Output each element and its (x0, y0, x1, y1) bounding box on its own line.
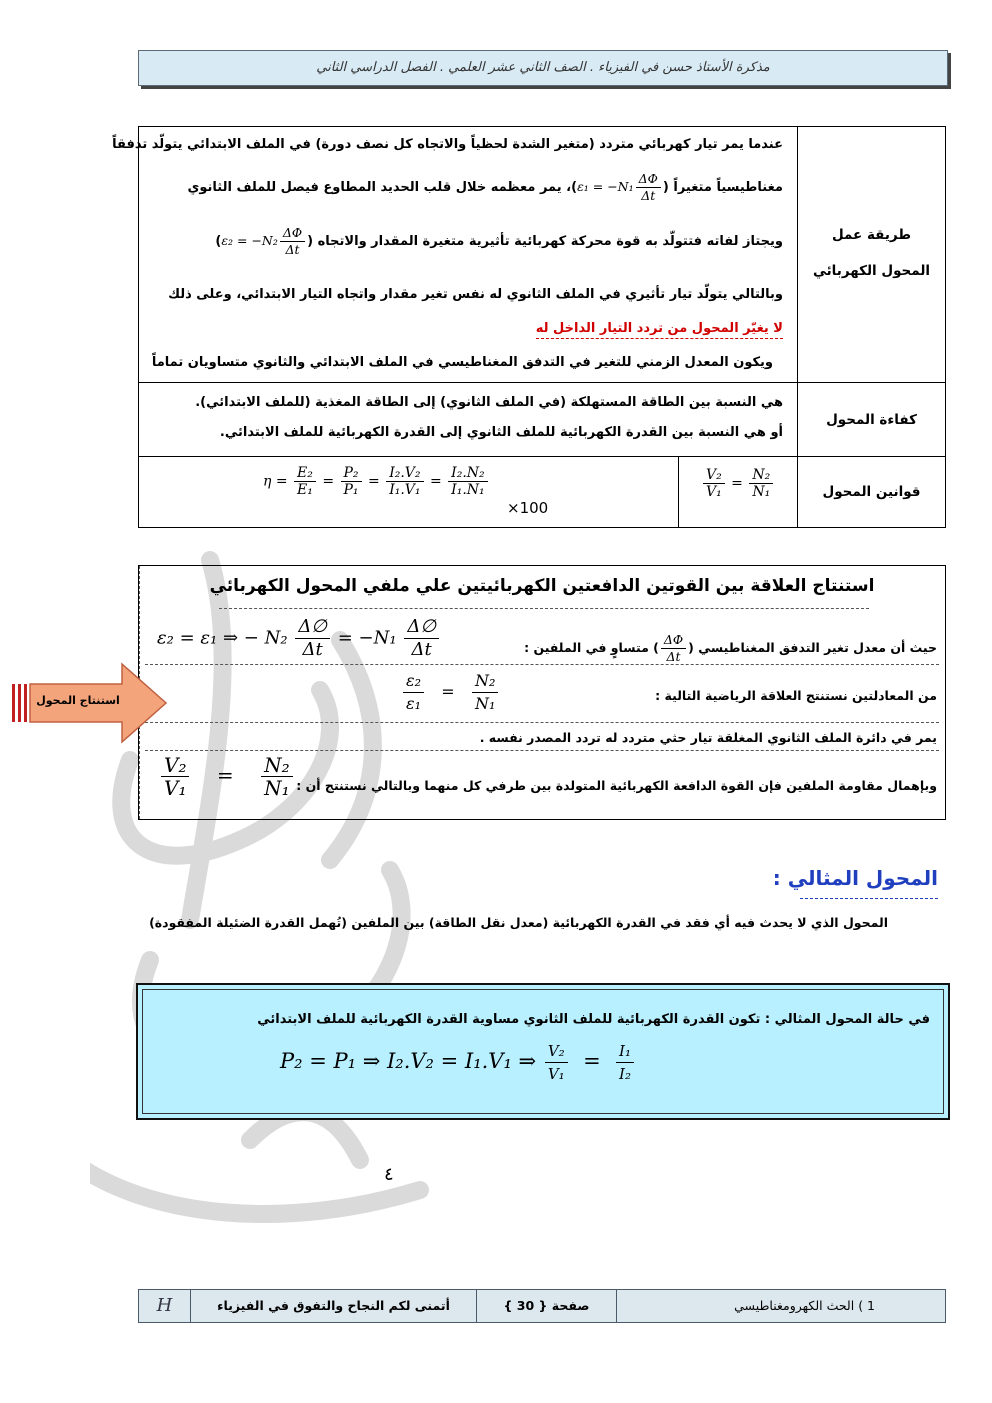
efficiency-formula-cell (139, 457, 679, 527)
times-100: ×100 (507, 499, 549, 517)
operation-line-1: عندما يمر تيار كهربائي متردد (متغير الشدة لحظياً والاتجاه كل نصف دورة) في الملف الابتدائي يتولّد تدفقاً (112, 137, 783, 152)
derivation-box (138, 565, 946, 820)
page-footer (138, 1289, 946, 1323)
row-operation-body (112, 127, 798, 383)
derivation-eq-2: $\frac{\text{ε₂}}{\text{ε₁}}$ = $\frac{\text{N₂}}{\text{N₁}}$ (401, 670, 500, 715)
efficiency-line-1: هي النسبة بين الطاقة المستهلكة (في الملف الثانوي) إلى الطاقة المغذية (للملف الابتدائي). (195, 395, 783, 410)
header-text: مذكرة الأستاذ حسن في الفيزياء . الصف الثاني عشر العلمي . الفصل الدراسي الثاني (316, 60, 770, 75)
footer-chapter: 1 ) الحث الكهرومغناطيسي (734, 1298, 875, 1313)
operation-line-2: مغناطيسياً متغيراً (ε₁ = −N₁ $\frac{\Delta\Phi}{\Delta t}$ )، يمر معظمه خلال قلب الحديد المطاوع فيصل للملف الثانوي (187, 171, 783, 203)
derivation-arrow-badge (10, 662, 170, 744)
page-header (138, 50, 948, 86)
operation-line-4: وبالتالي يتولّد تيار تأثيري في الملف الثانوي له نفس تغير مقدار واتجاه التيار الابتدائي، وعلى ذلك (168, 287, 783, 302)
efficiency-line-2: أو هي النسبة بين القدرة الكهربائية للملف الثانوي إلى القدرة الكهربائية للملف الابتدائي. (219, 425, 783, 440)
efficiency-formula: η = $\frac{\text{E₂}}{\text{E₁}}$ = $\frac{\text{P₂}}{\text{P₁}}$ = $\frac{\text{I₂.V₂}}{\text{I₁.V₁}}$ = $\frac{\text{I₂.N₂}}{\text{I₁.N₁}}$ (263, 465, 490, 498)
derivation-line-2: من المعادلتين نستنتج العلاقة الرياضية التالية : (655, 688, 937, 703)
ideal-box-equation: P₂ = P₁ ⇒ I₂.V₂ = I₁.V₁ ⇒ $\frac{\text{V₂}}{\text{V₁}}$ = $\frac{\text{I₁}}{\text{I₂}}$ (280, 1040, 636, 1085)
arabic-page-number: ٤ (384, 1164, 394, 1185)
footer-wish: أتمنى لكم النجاح والتفوق في الفيزياء (191, 1290, 477, 1322)
footer-logo: H (139, 1290, 191, 1322)
derivation-eq-3: $\frac{\text{V₂}}{\text{V₁}}$ = $\frac{\text{N₂}}{\text{N₁}}$ (159, 754, 295, 799)
row-efficiency-body (139, 383, 798, 457)
ideal-transformer-title: المحول المثالي : (772, 866, 938, 890)
transformer-info-table (112, 126, 946, 528)
derivation-eq-1: ε₂ = ε₁ ⇒ − N₂ $\frac{\Delta\emptyset}{\Delta t}$ = −N₁ $\frac{\Delta\emptyset}{\Delta t}$ (157, 616, 441, 661)
operation-line-6: ويكون المعدل الزمني للتغير في التدفق المغناطيسي في الملف الابتدائي والثانوي متساويان تماماً (151, 355, 773, 370)
operation-highlight: لا يغيّر المحول من تردد التيار الداخل له (536, 321, 783, 339)
ideal-box-text: في حالة المحول المثالي : تكون القدرة الكهربائية للملف الثانوي مساوية القدرة الكهربائية للملف الابتدائي (257, 1012, 930, 1027)
eq1-formula: ε₁ = −N₁ $\frac{\Delta\Phi}{\Delta t}$ (577, 171, 663, 204)
footer-page-number: صفحة { 30 } (477, 1290, 617, 1322)
ideal-transformer-definition: المحول الذي لا يحدث فيه أي فقد في القدرة الكهربائية (معدل نقل الطاقة) بين الملفين (تُهمل القدرة الضئيلة المفقودة) (149, 915, 888, 930)
ratio-formula-cell (679, 457, 798, 527)
badge-label: استنتاج المحول (36, 694, 120, 707)
derivation-line-3: يمر في دائرة الملف الثانوي المغلقة تيار حثي متردد له تردد المصدر نفسه . (479, 730, 937, 745)
row-laws-label: قوانين المحول (822, 484, 921, 500)
operation-line-3: ويجتاز لفاته فتتولّد به قوة محركة كهربائية تأثيرية متغيرة المقدار والاتجاه (ε₂ = −N₂ $\frac{\Delta\Phi}{\Delta t}$ ) (215, 225, 783, 257)
row-efficiency-label: كفاءة المحول (798, 383, 945, 457)
derivation-title: استنتاج العلاقة بين القوتين الدافعتين الكهربائيتين علي ملفي المحول الكهربائي (209, 576, 875, 596)
row-operation-label: طريقة عمل المحول الكهربائي (798, 127, 945, 383)
voltage-turns-ratio: $\frac{\text{V₂}}{\text{V₁}}$ = $\frac{\text{N₂}}{\text{N₁}}$ (701, 467, 775, 500)
derivation-line-4: وبإهمال مقاومة الملفين فإن القوة الدافعة الكهربائية المتولدة بين طرفي كل منهما وبالتالي نستنتج أن : (296, 778, 937, 793)
derivation-line-1: حيث أن معدل تغير التدفق المغناطيسي ( $\frac{\Delta\Phi}{\Delta t}$ ) متساوٍ في الملفين : (524, 632, 937, 664)
eq2-formula: ε₂ = −N₂ $\frac{\Delta\Phi}{\Delta t}$ (221, 225, 307, 258)
